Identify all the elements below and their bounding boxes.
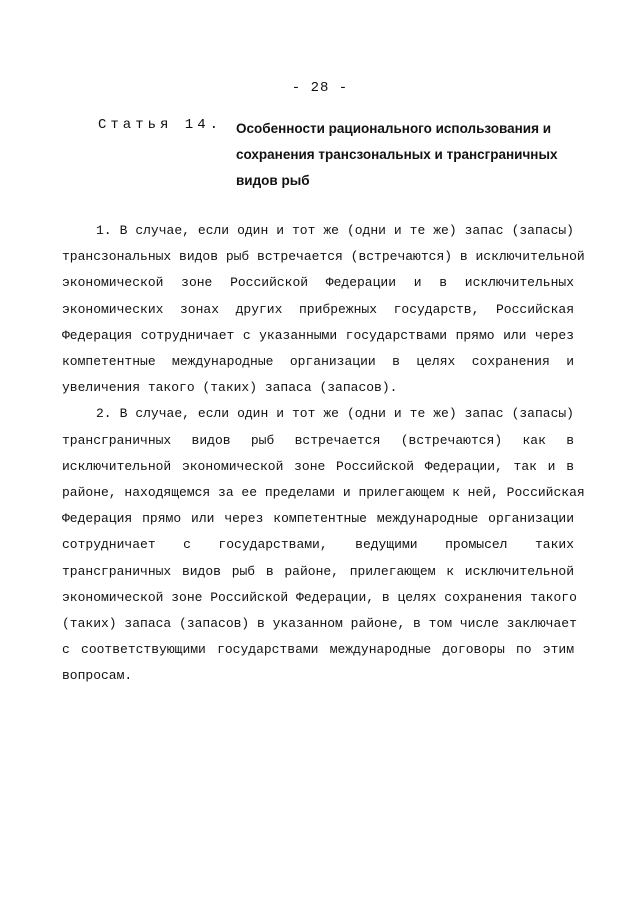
text-line: трансграничных видов рыб встречается (встречаются) как в bbox=[62, 432, 574, 448]
text-line: (таких) запаса (запасов) в указанном районе, в том числе заключает bbox=[62, 616, 577, 632]
text-line: экономической зоне Российской Федерации и в исключительных bbox=[62, 275, 574, 291]
paragraph-1 bbox=[62, 218, 585, 401]
text-line: увеличения такого (таких) запаса (запасов). bbox=[62, 380, 398, 396]
article-body bbox=[62, 218, 585, 690]
page-number: - 28 - bbox=[291, 80, 349, 96]
article-title-line: сохранения трансзональных и трансграничных bbox=[236, 147, 558, 162]
article-title bbox=[236, 116, 576, 194]
article-title-line: Особенности рационального использования и bbox=[236, 121, 552, 136]
paragraph-2 bbox=[62, 401, 585, 689]
text-line: экономических зонах других прибрежных государств, Российская bbox=[62, 301, 574, 317]
text-line: трансграничных видов рыб в районе, прилегающем к исключительной bbox=[62, 563, 574, 579]
text-line: с соответствующими государствами международные договоры по этим bbox=[62, 642, 574, 658]
text-line: Федерация сотрудничает с указанными государствами прямо или через bbox=[62, 327, 574, 343]
text-line: трансзональных видов рыб встречается (встречаются) в исключительной bbox=[62, 249, 585, 265]
text-line: 1. В случае, если один и тот же (одни и те же) запас (запасы) bbox=[96, 223, 574, 238]
text-line: районе, находящемся за ее пределами и прилегающем к ней, Российская bbox=[62, 485, 585, 501]
article-label: Статья 14. bbox=[98, 117, 223, 133]
text-line: сотрудничает с государствами, ведущими промысел таких bbox=[62, 537, 574, 553]
article-title-line: видов рыб bbox=[236, 173, 310, 188]
text-line: 2. В случае, если один и тот же (одни и те же) запас (запасы) bbox=[96, 406, 574, 422]
text-line: Федерация прямо или через компетентные международные организации bbox=[62, 511, 574, 527]
text-line: экономической зоне Российской Федерации, в целях сохранения такого bbox=[62, 589, 577, 605]
text-line: вопросам. bbox=[62, 668, 133, 684]
text-line: исключительной экономической зоне Российской Федерации, так и в bbox=[62, 458, 574, 474]
text-line: компетентные международные организации в целях сохранения и bbox=[62, 354, 574, 370]
